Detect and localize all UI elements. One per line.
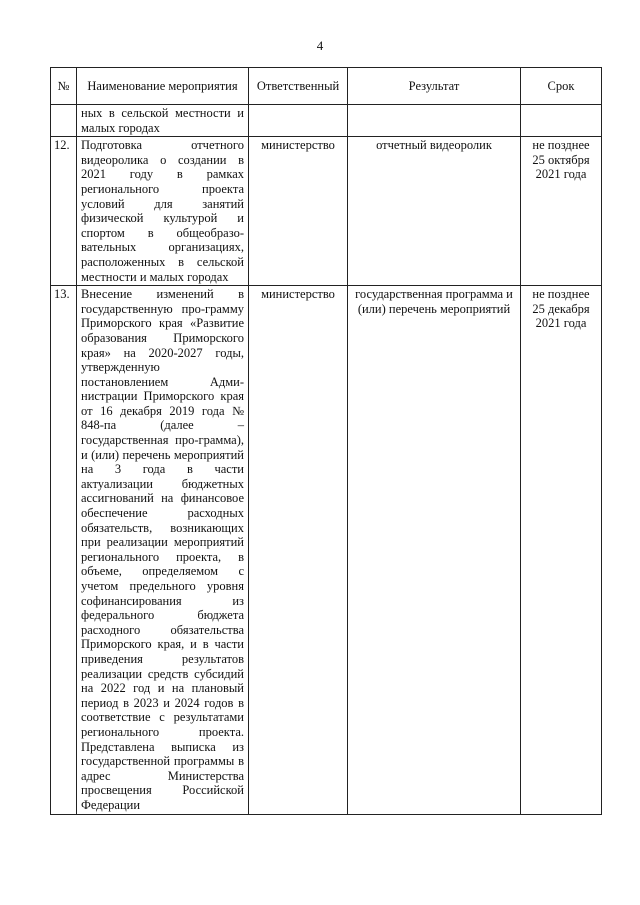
row-deadline xyxy=(521,105,602,137)
table-row xyxy=(51,137,602,286)
row-name: Внесение изменений в государственную про-грамму Приморского края «Развитие образования Приморского края» на 2020-2027 годы, утвержденную постановлением Адми-нистрации Приморского края от 16 декабря 2019 года № 848-па (далее – государственная про-грамма), и (или) перечень мероприятий на 3 года в части актуализации бюджетных ассигнований на финансовое обеспечение расходных обязательств, возникающих при реализации мероприятий регионального проекта, в объеме, определяемом с учетом предельного уровня софинансирования из федерального бюджета расходного обязательства Приморского края, и в части приведения результатов реализации средств субсидий на 2022 год и на плановый период в 2023 и 2024 годов в соответствие с результатами регионального проекта. Представлена выписка из государственной программы в адрес Министерства просвещения Российской Федерации xyxy=(77,286,249,814)
events-table xyxy=(50,67,602,815)
row-name: Подготовка отчетного видеоролика о создании в 2021 году в рамках регионального проекта условий для занятий физической культурой и спортом в общеобразо-вательных организациях, расположенных в сельской местности и малых городах xyxy=(77,137,249,286)
row-name: ных в сельской местности и малых городах xyxy=(77,105,249,137)
header-name: Наименование мероприятия xyxy=(77,68,249,105)
table-row xyxy=(51,105,602,137)
row-num: 13. xyxy=(51,286,77,814)
row-responsible: министерство xyxy=(249,137,348,286)
row-num xyxy=(51,105,77,137)
header-responsible: Ответственный xyxy=(249,68,348,105)
table-header-row xyxy=(51,68,602,105)
page-number: 4 xyxy=(316,38,324,53)
header-result: Результат xyxy=(348,68,521,105)
row-num: 12. xyxy=(51,137,77,286)
row-deadline: не позднее 25 декабря 2021 года xyxy=(521,286,602,814)
row-result: государственная программа и (или) перечень мероприятий xyxy=(348,286,521,814)
row-result: отчетный видеоролик xyxy=(348,137,521,286)
row-responsible xyxy=(249,105,348,137)
row-result xyxy=(348,105,521,137)
row-responsible: министерство xyxy=(249,286,348,814)
table-row xyxy=(51,286,602,814)
header-num: № xyxy=(51,68,77,105)
row-deadline: не позднее 25 октября 2021 года xyxy=(521,137,602,286)
header-deadline: Срок xyxy=(521,68,602,105)
